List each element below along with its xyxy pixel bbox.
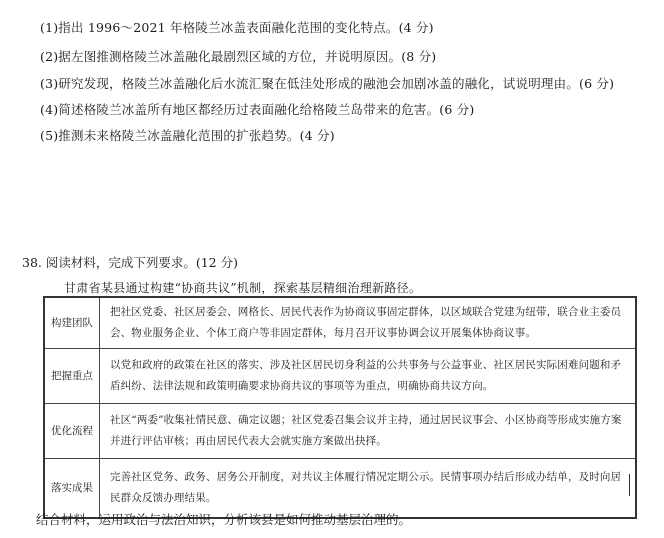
material-table [43,296,637,519]
question-item-4: (4)简述格陵兰冰盖所有地区都经历过表面融化给格陵兰岛带来的危害。(6 分) [40,102,475,117]
row-content: 把社区党委、社区居委会、网格长、居民代表作为协商议事固定群体，以区域联合党建为纽带，联合业主委员会、物业服务企业、个体工商户等非固定群体，每月召开议事协调会议开展集体协商议事。 [100,297,637,349]
question-prompt: 结合材料，运用政治与法治知识，分析该县是如何推动基层治理的。 [36,512,412,527]
table-row [44,297,636,349]
row-content: 完善社区党务、政务、居务公开制度，对共议主体履行情况定期公示。民情事项办结后形成办结单，及时向居民群众反馈办理结果。 [100,459,637,519]
row-label: 落实成果 [44,459,100,519]
question-item-2: (2)据左图推测格陵兰冰盖融化最剧烈区域的方位，并说明原因。(8 分) [40,49,437,64]
question-item-1: (1)指出 1996～2021 年格陵兰冰盖表面融化范围的变化特点。(4 分) [40,20,434,35]
pen-mark [629,474,636,496]
table-row [44,349,636,404]
material-intro: 甘肃省某县通过构建“协商共议”机制，探索基层精细治理新路径。 [64,281,422,295]
question-38-heading: 38. 阅读材料，完成下列要求。(12 分) [22,255,238,270]
row-content: 以党和政府的政策在社区的落实、涉及社区居民切身利益的公共事务与公益事业、社区居民实际困难问题和矛盾纠纷、法律法规和政策明确要求协商共议的事项等为重点，明确协商共议方向。 [100,349,637,404]
question-item-3: (3)研究发现，格陵兰冰盖融化后水流汇聚在低洼处形成的融池会加剧冰盖的融化，试说明理由。(6 分) [40,76,615,91]
row-label: 把握重点 [44,349,100,404]
row-label: 优化流程 [44,404,100,459]
row-content: 社区“两委”收集社情民意、确定议题；社区党委召集会议并主持，通过居民议事会、小区协商等形成实施方案并进行评估审核；再由居民代表大会就实施方案做出抉择。 [100,404,637,459]
question-item-5: (5)推测未来格陵兰冰盖融化范围的扩张趋势。(4 分) [40,128,335,143]
row-label: 构建团队 [44,297,100,349]
table-row [44,404,636,459]
